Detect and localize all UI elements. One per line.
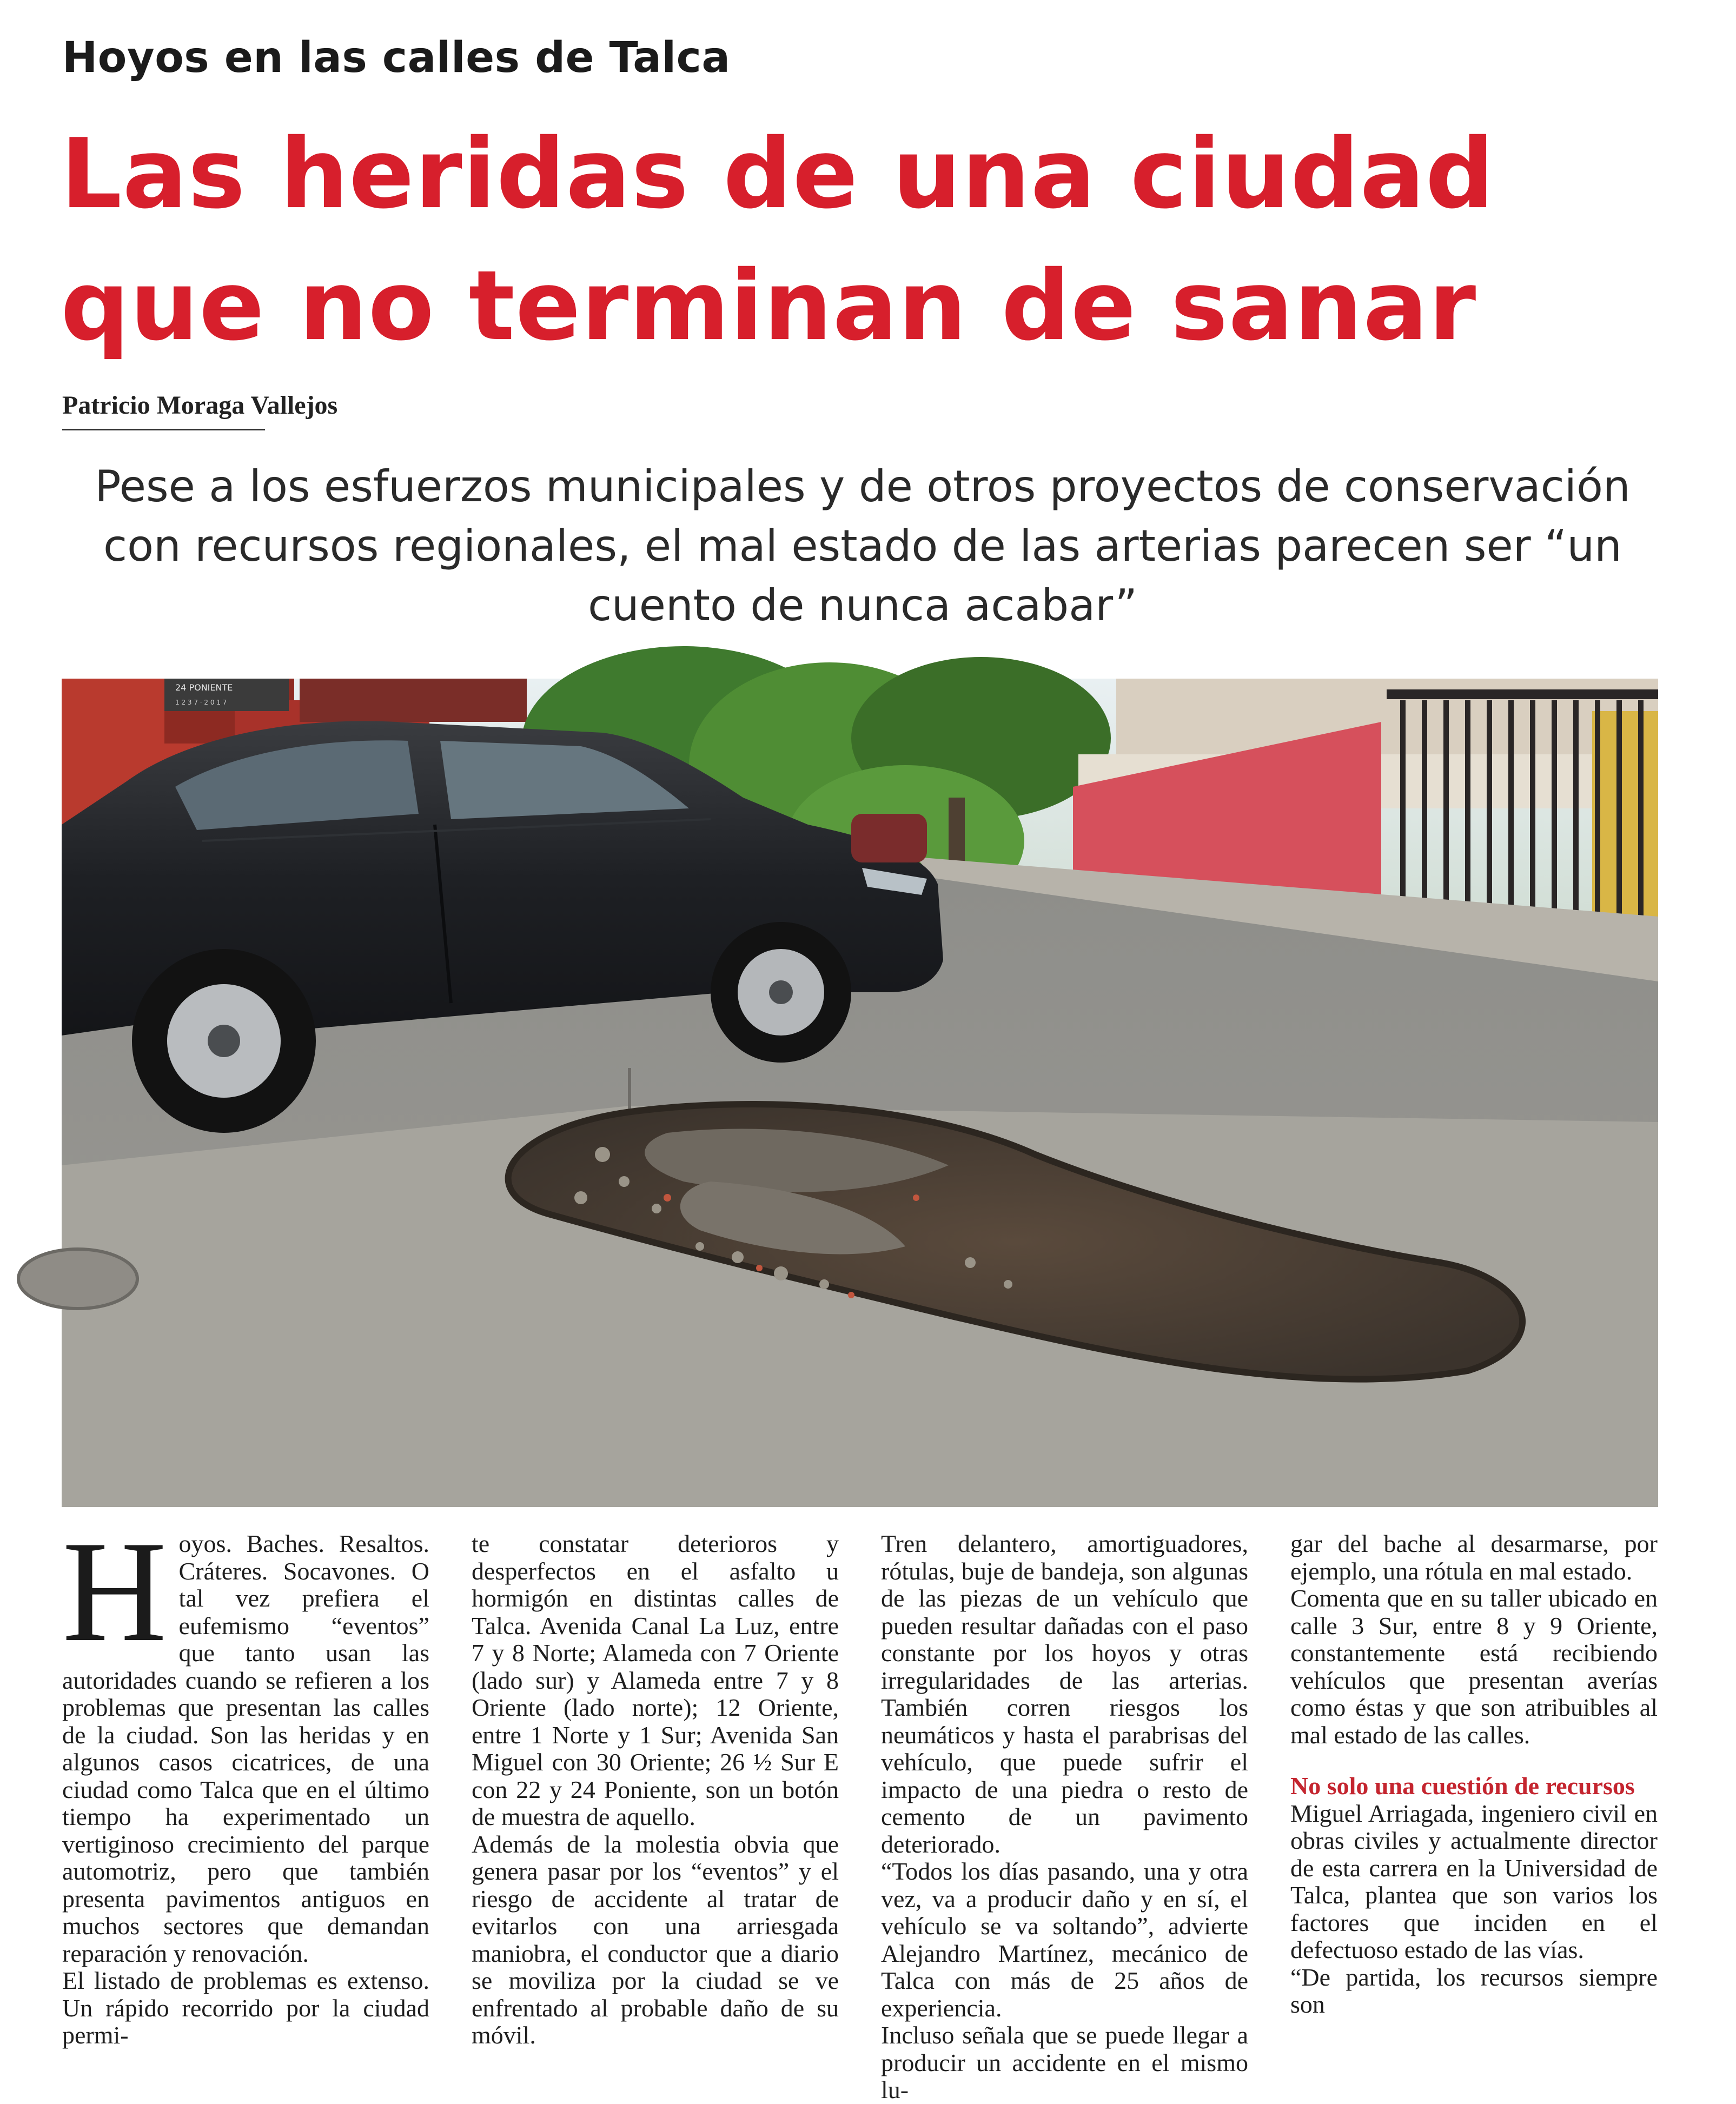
headline (61, 108, 1710, 372)
paragraph: Miguel Arriagada, ingeniero civil en obras civiles y actualmente director de esta carrera en la Universidad de Talca, plantea que son varios los factores que inciden en el defectuoso estado de las vías. (1290, 1799, 1658, 1963)
paragraph: El listado de problemas es extenso. Un rápido recorrido por la ciudad permi- (62, 1967, 429, 2049)
article-photo (62, 679, 1658, 1507)
byline-rule (62, 429, 265, 430)
article-column-3 (881, 1530, 1248, 2104)
byline: Patricio Moraga Vallejos (62, 391, 338, 420)
lede: Pese a los esfuerzos municipales y de otros proyectos de conservación con recursos regionales, el mal estado de las arterias parecen ser “un cuento de nunca acabar” (95, 461, 1631, 630)
drop-cap: H (62, 1511, 167, 1671)
article-column-1 (62, 1511, 429, 2104)
street-sign-line-2: 1 2 3 7 · 2 0 1 7 (175, 699, 227, 706)
section-subhead: No solo una cuestión de recursos (1290, 1772, 1635, 1800)
paragraph: Comenta que en su taller ubicado en calle 3 Sur, entre 8 y 9 Oriente, constantemente está recibiendo vehículos que presentan averías como éstas y que son atribuibles al mal estado de las calles. (1290, 1584, 1658, 1749)
article-body (62, 1511, 1658, 2103)
street-sign-line-1: 24 PONIENTE (175, 682, 233, 693)
paragraph: Tren delantero, amortiguadores, rótulas, buje de bandeja, son algunas de las piezas de un vehículo que pueden resultar dañadas con el paso constante por los hoyos y otras irregularidades de las arterias. También corren riesgos los neumáticos y hasta el parabrisas del vehículo, que puede sufrir el impacto de una piedra o resto de cemento de un pavimento deteriorado. (881, 1530, 1248, 1858)
paragraph: te constatar deterioros y desperfectos en el asfalto u hormigón en distintas calles de Talca. Avenida Canal La Luz, entre 7 y 8 Norte; Alameda con 7 Oriente (lado sur) y Alameda entre 7 y 8 Oriente (lado norte); 12 Oriente, entre 1 Norte y 1 Sur; Avenida San Miguel con 30 Oriente; 26 ½ Sur E con 22 y 24 Poniente, son un botón de muestra de aquello. (472, 1530, 839, 1830)
paragraph: “De partida, los recursos siempre son (1290, 1963, 1658, 2018)
paragraph: “Todos los días pasando, una y otra vez, va a producir daño y en sí, el vehículo se va soltando”, advierte Alejandro Martínez, mecánico de Talca con más de 25 años de experiencia. (881, 1857, 1248, 2022)
pothole-street-illustration (62, 679, 1658, 1507)
headline-line-1: Las heridas de una ciudad (61, 118, 1495, 230)
paragraph (62, 1511, 429, 1967)
section-kicker: Hoyos en las calles de Talca (62, 34, 731, 82)
paragraph: Incluso señala que se puede llegar a producir un accidente en el mismo lu- (881, 2021, 1248, 2103)
paragraph-text: oyos. Baches. Resaltos. Cráteres. Socavones. O tal vez prefiera el eufemismo “eventos” que tanto usan las autoridades cuando se refieren a los problemas que presentan las calles de la ciudad. Son las heridas y en algunos casos cicatrices, de una ciudad como Talca que en el último tiempo ha experimentado un vertiginoso crecimiento del parque automotriz, pero que también presenta pavimentos antiguos en muchos sectores que demandan reparación y renovación. (62, 1530, 429, 1967)
paragraph: Además de la molestia obvia que genera pasar por los “eventos” y el riesgo de accidente al tratar de evitarlos con una arriesgada maniobra, el conductor que a diario se moviliza por la ciudad se ve enfrentado al probable daño de su móvil. (472, 1830, 839, 2049)
article-column-4 (1290, 1530, 1658, 2104)
paragraph: gar del bache al desarmarse, por ejemplo, una rótula en mal estado. (1290, 1530, 1658, 1585)
headline-line-2: que no terminan de sanar (61, 250, 1477, 362)
article-column-2 (472, 1530, 839, 2104)
